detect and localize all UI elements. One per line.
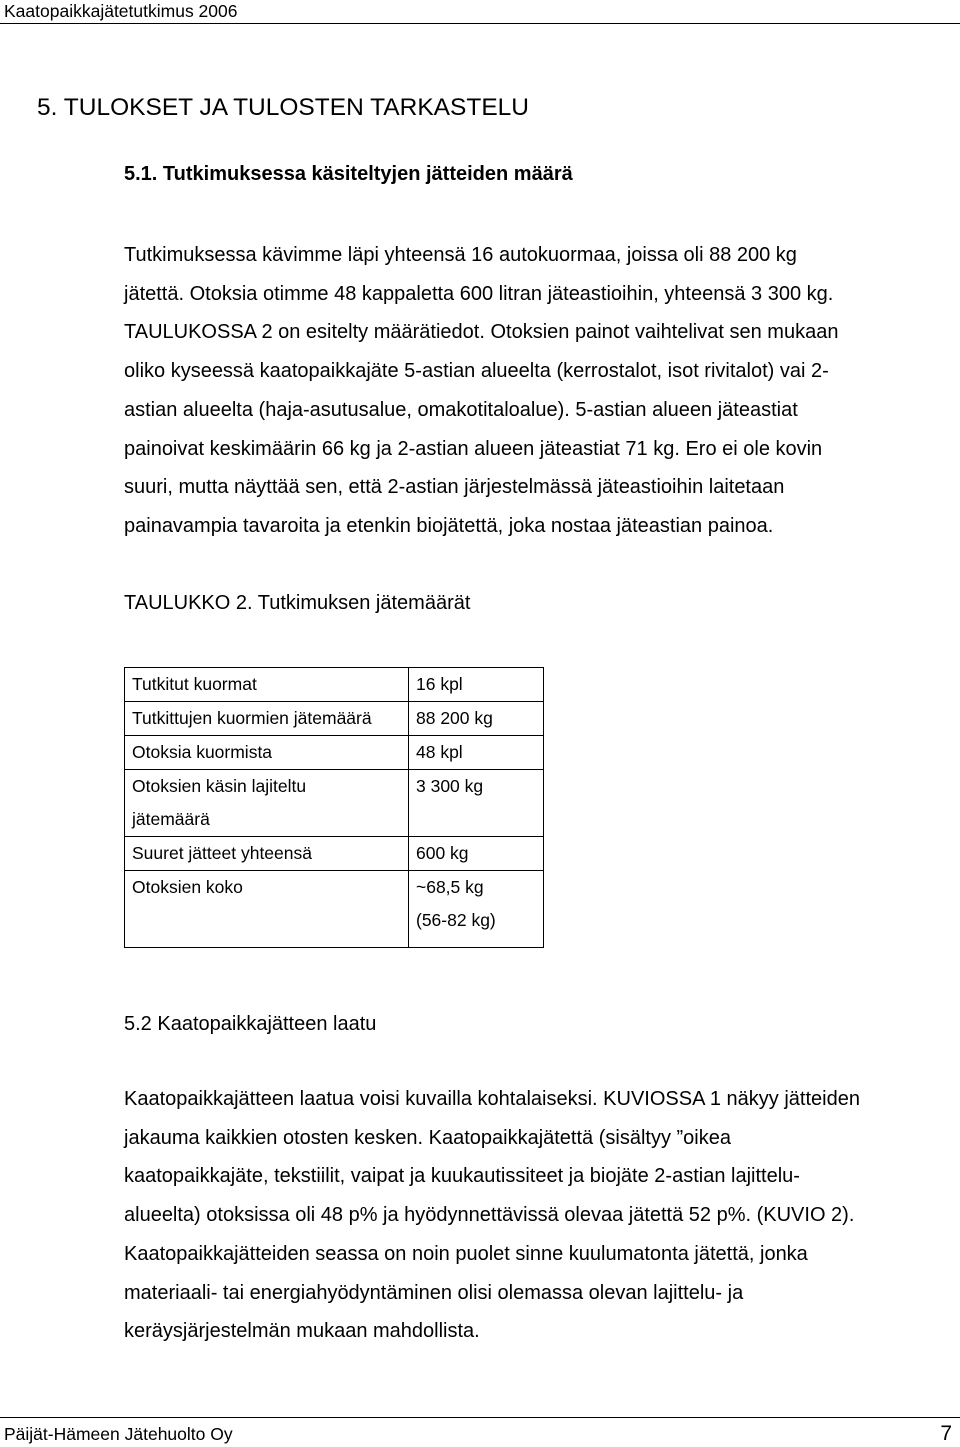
section-heading-5-1: 5.1. Tutkimuksessa käsiteltyjen jätteiden määrä: [124, 163, 573, 185]
paragraph-line: astian alueelta (haja-asutusalue, omakotitaloalue). 5-astian alueen jäteastiat: [124, 398, 798, 421]
paragraph-line: Tutkimuksessa kävimme läpi yhteensä 16 autokuormaa, joissa oli 88 200 kg: [124, 244, 797, 266]
paragraph-line: painavampia tavaroita ja etenkin biojätettä, joka nostaa jäteastian painoa.: [124, 514, 774, 537]
paragraph-line: painoivat keskimäärin 66 kg ja 2-astian alueen jäteastiat 71 kg. Ero ei ole kovin: [124, 437, 823, 460]
table-cell-label: Suuret jätteet yhteensä: [125, 837, 409, 871]
table-cell-label: Otoksia kuormista: [125, 736, 409, 770]
paragraph-line: TAULUKOSSA 2 on esitelty määrätiedot. Otoksien painot vaihtelivat sen mukaan: [124, 321, 839, 344]
table-cell-value: 88 200 kg: [409, 702, 544, 736]
table-cell-label: Otoksien koko: [125, 871, 409, 948]
paragraph-line: suuri, mutta näyttää sen, että 2-astian järjestelmässä jäteastioihin laitetaan: [124, 476, 785, 499]
section-5-1-paragraph: [124, 236, 960, 546]
table-cell-label: Tutkittujen kuormien jätemäärä: [125, 702, 409, 736]
table-caption: TAULUKKO 2. Tutkimuksen jätemäärät: [124, 592, 471, 614]
table-cell-label: Otoksien käsin lajiteltu jätemäärä: [125, 770, 409, 837]
table-row: [125, 770, 544, 837]
table-cell-value: 48 kpl: [409, 736, 544, 770]
footer-organization: Päijät-Hämeen Jätehuolto Oy: [4, 1424, 233, 1444]
chapter-heading: 5. TULOKSET JA TULOSTEN TARKASTELU: [37, 94, 529, 121]
paragraph-line: jätettä. Otoksia otimme 48 kappaletta 600 litran jäteastioihin, yhteensä 3 300 kg.: [124, 282, 834, 305]
paragraph-line: jakauma kaikkien otosten kesken. Kaatopaikkajätettä (sisältyy ”oikea: [124, 1126, 731, 1149]
paragraph-line: oliko kyseessä kaatopaikkajäte 5-astian alueelta (kerrostalot, isot rivitalot) vai 2-: [124, 360, 829, 383]
section-heading-5-2: 5.2 Kaatopaikkajätteen laatu: [124, 1013, 377, 1035]
footer-divider: [0, 1417, 960, 1418]
table-cell-label: Tutkitut kuormat: [125, 668, 409, 702]
table-cell-value: 16 kpl: [409, 668, 544, 702]
table-row: [125, 736, 544, 770]
section-5-2-paragraph: [124, 1080, 960, 1351]
table-row: [125, 668, 544, 702]
table-row: [125, 837, 544, 871]
paragraph-line: kaatopaikkajäte, tekstiilit, vaipat ja kuukautissiteet ja biojäte 2-astian lajittelu-: [124, 1165, 800, 1188]
table-cell-value: 3 300 kg: [409, 770, 544, 837]
table-cell-value: 600 kg: [409, 837, 544, 871]
table-cell-value: ~68,5 kg (56-82 kg): [409, 871, 544, 948]
waste-amounts-table: [124, 667, 544, 948]
table-row: [125, 702, 544, 736]
header-divider: [0, 23, 960, 24]
running-header: Kaatopaikkajätetutkimus 2006: [4, 1, 238, 21]
paragraph-line: Kaatopaikkajätteiden seassa on noin puolet sinne kuulumatonta jätettä, jonka: [124, 1242, 808, 1265]
table-row: [125, 871, 544, 948]
paragraph-line: alueelta) otoksissa oli 48 p% ja hyödynnettävissä olevaa jätettä 52 p%. (KUVIO 2).: [124, 1204, 855, 1227]
page-number: 7: [940, 1422, 952, 1445]
paragraph-line: materiaali- tai energiahyödyntäminen olisi olemassa olevan lajittelu- ja: [124, 1281, 744, 1304]
paragraph-line: keräysjärjestelmän mukaan mahdollista.: [124, 1320, 480, 1343]
paragraph-line: Kaatopaikkajätteen laatua voisi kuvailla kohtalaiseksi. KUVIOSSA 1 näkyy jätteiden: [124, 1088, 860, 1110]
